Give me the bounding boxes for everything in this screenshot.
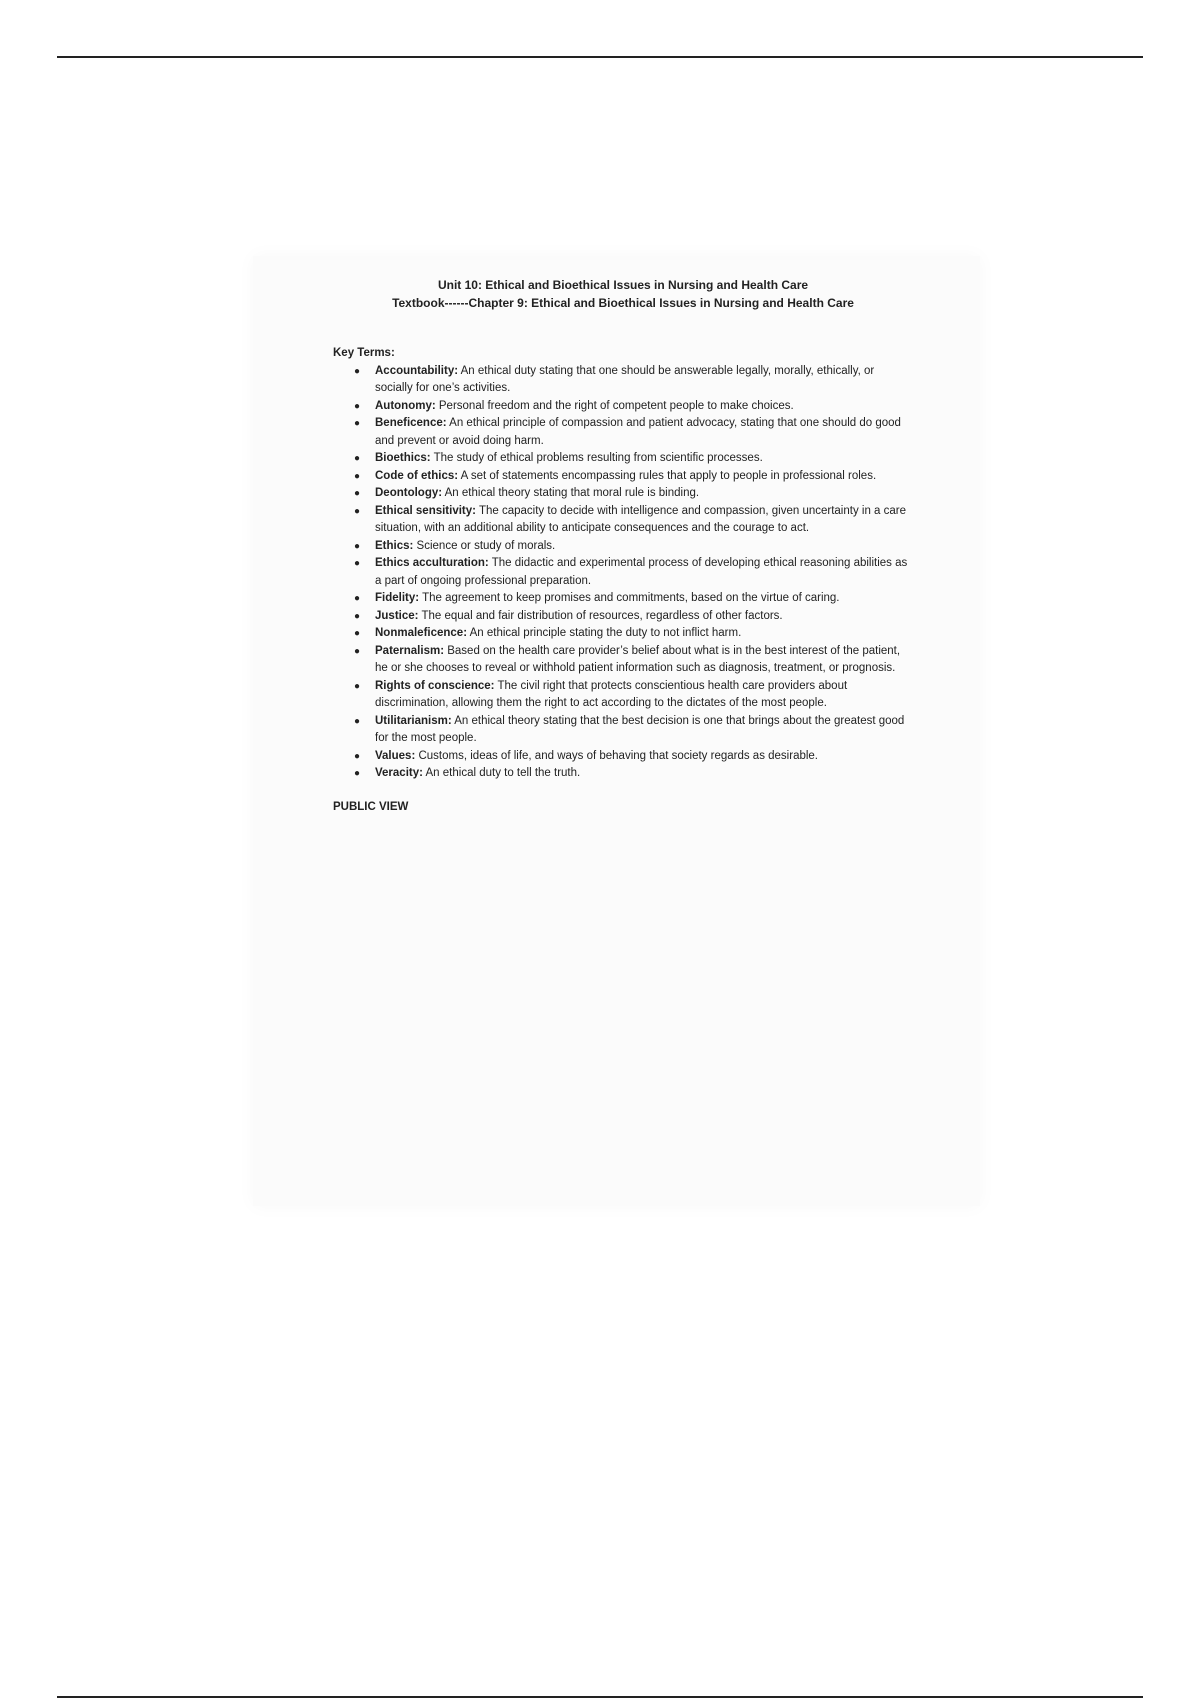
key-term-item xyxy=(354,555,913,590)
key-term-item xyxy=(354,450,913,468)
bullet-icon: ● xyxy=(354,645,361,657)
bullet-icon: ● xyxy=(354,400,361,412)
key-term-definition: An ethical principle of compassion and patient advocacy, stating that one should do good and prevent or avoid doing harm. xyxy=(375,417,901,447)
bullet-icon: ● xyxy=(354,628,361,639)
key-term-item xyxy=(354,415,913,450)
key-term-item xyxy=(354,625,913,643)
bullet-icon: ● xyxy=(354,418,361,429)
bullet-icon: ● xyxy=(354,453,361,464)
key-term-definition: Science or study of morals. xyxy=(416,539,556,552)
key-term-name: Veracity: xyxy=(375,767,423,779)
key-term-definition: An ethical duty to tell the truth. xyxy=(425,767,581,779)
key-term-definition: Based on the health care provider’s belief about what is in the best interest of the patient, he or she chooses to reveal or withhold patient information such as diagnosis, treatment, or prognosis. xyxy=(375,644,901,674)
key-term-item xyxy=(354,468,913,486)
bullet-icon: ● xyxy=(354,610,361,622)
key-term-name: Justice: xyxy=(375,609,419,622)
document-content xyxy=(333,276,913,816)
key-term-name: Code of ethics: xyxy=(375,469,459,482)
bullet-icon: ● xyxy=(354,488,361,499)
bullet-icon: ● xyxy=(354,365,361,377)
title-line-1: Unit 10: Ethical and Bioethical Issues in Nursing and Health Care xyxy=(437,278,809,292)
key-term-name: Autonomy: xyxy=(375,399,436,412)
key-term-item xyxy=(354,748,913,766)
key-term-name: Bioethics: xyxy=(375,452,431,464)
key-term-name: Paternalism: xyxy=(375,644,445,657)
key-term-item xyxy=(354,363,913,398)
key-term-definition: An ethical theory stating that moral rule is binding. xyxy=(444,487,700,499)
key-terms-heading: Key Terms: xyxy=(333,347,395,359)
key-term-definition: The didactic and experimental process of developing ethical reasoning abilities as a part of ongoing professional preparation. xyxy=(375,557,908,587)
title-line-2: Textbook------Chapter 9: Ethical and Bioethical Issues in Nursing and Health Care xyxy=(392,296,854,310)
key-term-name: Rights of conscience: xyxy=(375,679,495,692)
key-term-definition: An ethical principle stating the duty to not inflict harm. xyxy=(469,627,742,639)
key-term-item xyxy=(354,608,913,626)
key-term-definition: The civil right that protects conscientious health care providers about discrimination, allowing them the right to act according to the dictates of the most people. xyxy=(375,679,848,709)
key-term-item xyxy=(354,643,913,678)
key-term-name: Utilitarianism: xyxy=(375,714,452,727)
key-term-item xyxy=(354,765,913,783)
key-term-name: Beneficence: xyxy=(375,417,447,429)
key-term-item xyxy=(354,398,913,416)
key-term-definition: An ethical duty stating that one should be answerable legally, morally, ethically, or socially for one’s activities. xyxy=(375,364,875,394)
key-term-definition: The agreement to keep promises and commitments, based on the virtue of caring. xyxy=(422,592,840,604)
key-term-name: Deontology: xyxy=(375,487,443,499)
key-term-item xyxy=(354,538,913,556)
key-term-name: Ethical sensitivity: xyxy=(375,504,476,517)
public-view-label: PUBLIC VIEW xyxy=(333,800,409,813)
bullet-icon: ● xyxy=(354,540,361,552)
key-term-name: Values: xyxy=(375,749,416,762)
key-term-definition: The equal and fair distribution of resources, regardless of other factors. xyxy=(421,609,783,622)
key-term-name: Fidelity: xyxy=(375,592,420,604)
key-terms-list xyxy=(333,363,913,783)
top-divider xyxy=(57,56,1143,58)
bullet-icon: ● xyxy=(354,750,361,762)
key-term-definition: The capacity to decide with intelligence and compassion, given uncertainty in a care situation, with an additional ability to anticipate consequences and the courage to act. xyxy=(375,504,907,534)
key-term-item xyxy=(354,503,913,538)
key-term-definition: Customs, ideas of life, and ways of behaving that society regards as desirable. xyxy=(418,749,819,762)
bullet-icon: ● xyxy=(354,768,361,779)
key-term-definition: The study of ethical problems resulting from scientific processes. xyxy=(433,452,763,464)
key-term-item xyxy=(354,678,913,713)
key-term-name: Ethics acculturation: xyxy=(375,557,489,569)
key-term-item xyxy=(354,713,913,748)
document-titles xyxy=(333,276,913,312)
key-term-name: Nonmaleficence: xyxy=(375,627,468,639)
bullet-icon: ● xyxy=(354,505,361,517)
key-term-name: Accountability: xyxy=(375,364,459,377)
document-page-image xyxy=(253,256,980,1206)
key-term-item xyxy=(354,485,913,503)
key-term-definition: A set of statements encompassing rules that apply to people in professional roles. xyxy=(460,469,877,482)
key-term-definition: An ethical theory stating that the best decision is one that brings about the greatest good for the most people. xyxy=(375,714,905,744)
bullet-icon: ● xyxy=(354,558,361,569)
bullet-icon: ● xyxy=(354,680,361,692)
bottom-divider xyxy=(57,1696,1143,1698)
key-term-definition: Personal freedom and the right of competent people to make choices. xyxy=(438,399,794,412)
bullet-icon: ● xyxy=(354,715,361,727)
key-term-item xyxy=(354,590,913,608)
bullet-icon: ● xyxy=(354,593,361,604)
bullet-icon: ● xyxy=(354,470,361,482)
key-term-name: Ethics: xyxy=(375,539,414,552)
